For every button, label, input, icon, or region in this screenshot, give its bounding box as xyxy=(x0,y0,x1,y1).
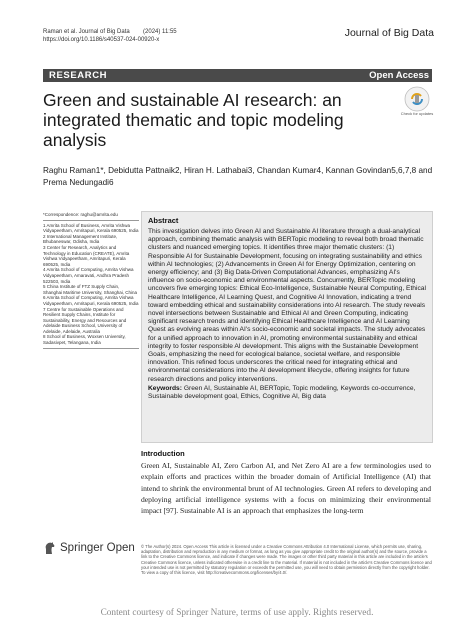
publisher-logo xyxy=(43,541,135,555)
affiliation: 8 School of Business, Woxsen University, Sadasivpet, Telangana, India xyxy=(43,334,126,346)
check-for-updates-label: Check for updates xyxy=(400,111,434,116)
affiliation: 4 Amrita School of Computing, Amrita Vishwa Vidyapeetham, Amaravati, Andhra Pradesh 522503, India xyxy=(43,267,134,284)
section-label: RESEARCH xyxy=(49,70,108,81)
license-text: © The Author(s) 2024. Open Access This article is licensed under a Creative Commons Attribution 4.0 International License, which permits use, sharing, adaptation, distribution and reproduction in any medium or format, as long as you give appropriate credit to the original author(s) and the source, provide a link to the Creative Commons licence, and indicate if changes were made. The images or other third party material in this article are included in the article's Creative Commons licence, unless indicated otherwise in a credit line to the material. If material is not included in the article's Creative Commons licence and your intended use is not permitted by statutory regulation or exceeds the permitted use, you will need to obtain permission directly from the copyright holder. To view a copy of this licence, visit http://creativecommons.org/licenses/by/4.0/. xyxy=(141,544,432,576)
keywords-list: Green AI, Sustainable AI, BERTopic, Topic modeling, Keywords co-occurrence, Sustainable development goal, Ethics, Cognitive AI, Big data xyxy=(148,384,416,401)
affiliation: 1 Amrita School of Business, Amrita Vishwa Vidyapeetham, Amritapuri, Kerala 690525, India xyxy=(43,222,139,234)
article-title: Green and sustainable AI research: an integrated thematic and topic modeling analysis xyxy=(43,90,344,150)
footer-notice: Content courtesy of Springer Nature, terms of use apply. Rights reserved. xyxy=(100,608,374,618)
doi-link[interactable]: https://doi.org/10.1186/s40537-024-00920-x xyxy=(43,37,160,43)
correspondence: *Correspondence: raghu@amrita.edu xyxy=(43,212,139,221)
affiliations-sidebar xyxy=(43,212,139,349)
citation-line: Raman et al. Journal of Big Data (2024) 11:55 xyxy=(43,29,177,35)
keywords-label: Keywords: xyxy=(148,384,182,392)
journal-name: Journal of Big Data xyxy=(344,27,434,39)
sidebar-divider xyxy=(43,348,139,349)
open-access-label: Open Access xyxy=(369,70,429,81)
affiliation: 2 International Management Institute, Bhubaneswar, Odisha, India xyxy=(43,233,118,245)
citation-header xyxy=(43,28,177,44)
publisher-name: Springer Open xyxy=(60,542,135,554)
affiliation: 3 Center for Research, Analytics and Technology in Education (CREATE), Amrita Vishwa Vidyapeetham, Amritapuri, Kerala 690525, India xyxy=(43,244,130,267)
affiliation: 6 Amrita School of Computing, Amrita Vishwa Vidyapeetham, Amritapuri, Kerala 690525, India xyxy=(43,295,139,306)
check-for-updates-icon[interactable] xyxy=(404,86,430,112)
introduction-heading: Introduction xyxy=(141,449,185,458)
springer-horse-logo-icon xyxy=(43,541,56,555)
abstract-heading: Abstract xyxy=(148,216,179,225)
abstract-box xyxy=(141,211,433,443)
keywords xyxy=(148,385,426,401)
affiliation: 5 China Institute of FTZ Supply Chain, Shanghai Maritime University, Shanghai, China xyxy=(43,284,137,295)
affiliation: 7 Centre for Sustainable Operations and Resilient Supply Chains, Institute for Sustainability, Energy and Resources and Adelaide Business School, University of Adelaide, Adelaide, Australia xyxy=(43,306,127,334)
author-list: Raghu Raman1*, Debidutta Pattnaik2, Hiran H. Lathabai3, Chandan Kumar4, Kannan Govindan5,6,7,8 and Prema Nedungadi6 xyxy=(43,166,433,187)
introduction-text: Green AI, Sustainable AI, Zero Carbon AI, and Net Zero AI are a few terminologies used to explain efforts and practices within the broader domain of Artificial Intelligence (AI) that intend to shrink the environmental brunt of AI technologies. Green AI refers to developing and deploying artificial intelligence systems with a focus on minimizing their environmental impact [97]. Sustainable AI is an approach that emphasizes the long-term xyxy=(141,461,431,516)
abstract-text: This investigation delves into Green AI and Sustainable AI literature through a dual-analytical approach, combining thematic analysis with BERTopic modeling to reveal both broad thematic clusters and nuanced emerging topics. It identifies three major thematic clusters: (1) Responsible AI for Sustainable Development, focusing on integrating sustainability and ethics within AI technologies; (2) Advancements in Green AI for Energy Optimization, centering on energy efficiency; and (3) Big Data-Driven Computational Advances, emphasizing AI's influence on socio-economic and environmental aspects. Concurrently, BERTopic modeling uncovers five emerging topics: Ethical Eco-Intelligence, Sustainable Neural Computing, Ethical Healthcare Intelligence, AI Learning Quest, and Cognitive AI Innovation, indicating a trend toward embedding ethical and sustainability considerations into AI research. The study reveals novel intersections between Sustainable and Ethical AI and Green Computing, indicating significant research trends and identifying Ethical Healthcare Intelligence and AI Learning Quest as evolving areas within AI's socio-economic and societal impacts. The study advocates for a unified approach to innovation in AI, promoting environmental sustainability and ethical integrity to foster responsible AI development. This aligns with the Sustainable Development Goals, emphasizing the need for ecological balance, societal welfare, and responsible innovation. This refined focus underscores the critical need for integrating ethical and environmental considerations into the AI development lifecycle, offering insights for future research directions and policy interventions. xyxy=(148,228,426,383)
